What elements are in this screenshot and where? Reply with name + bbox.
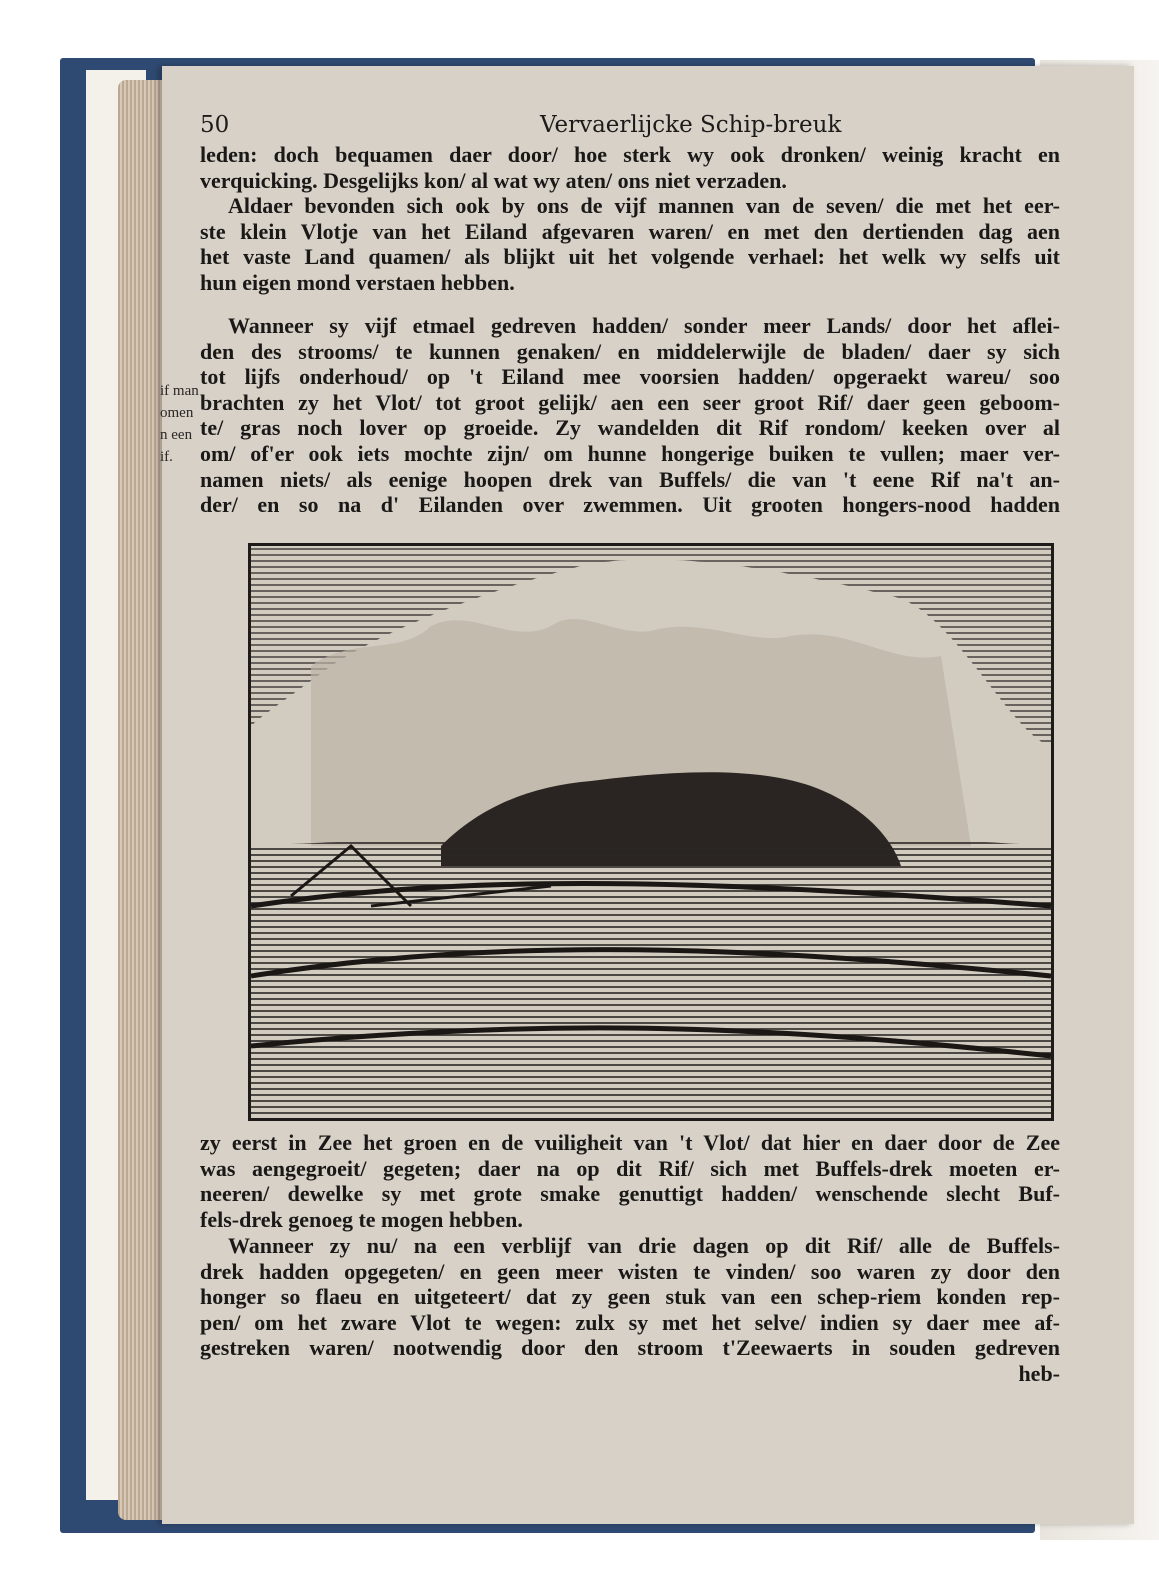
text-line: gestreken waren/ nootwendig door den stroom t'Zeewaerts in souden gedreven [200,1335,1060,1361]
text-line: der/ en so na d' Eilanden over zwemmen. Uit grooten hongers-nood hadden [200,492,1060,518]
woodcut-illustration [248,543,1054,1121]
text-line: honger so flaeu en uitgeteert/ dat zy geen stuk van een schep-riem konden rep- [200,1284,1060,1310]
text-line: den des strooms/ te kunnen genaken/ en middelerwijle de bladen/ daer sy sich [200,338,1060,364]
page-number: 50 [200,112,230,138]
text-line: fels-drek genoeg te mogen hebben. [200,1206,523,1232]
text-line: om/ of'er ook iets mochte zijn/ om hunne hongerige buiken te vullen; maer ver- [200,440,1060,466]
text-line: drek hadden opgegeten/ en geen meer wisten te vinden/ soo waren zy door den [200,1258,1060,1284]
margin-line: omen [160,405,194,421]
text-line: tot lijfs onderhoud/ op 't Eiland mee voorsien hadden/ opgeraekt wareu/ soo [200,364,1060,390]
text-line: neeren/ dewelke sy met grote smake genuttigt hadden/ wenschende slecht Buf- [200,1181,1060,1207]
text-line: Wanneer sy vijf etmael gedreven hadden/ sonder meer Lands/ door het aflei- [228,313,1060,338]
text-line: te/ gras noch lover op groeide. Zy wandelden dit Rif rondom/ keeken over al [200,415,1060,441]
paragraph-mid [200,313,1060,518]
text-line: pen/ om het zware Vlot te wegen: zulx sy met het selve/ indien sy daer mee af- [200,1309,1060,1335]
running-title: Vervaerlijcke Schip-breuk [540,112,842,138]
text-line: leden: doch bequamen daer door/ hoe sterk wy ook dronken/ weinig kracht en [200,142,1060,167]
margin-line: n een [160,427,193,443]
paragraph-top [200,142,1060,296]
text-line: hun eigen mond verstaen hebben. [200,269,515,295]
margin-line: if man [160,383,199,399]
text-line: namen niets/ als eenige hoopen drek van Buffels/ die van 't eene Rif na't an- [200,466,1060,492]
text-line: ste klein Vlotje van het Eiland afgevaren waren/ en met den dertienden dag aen [200,218,1060,244]
text-line: was aengegroeit/ gegeten; daer na op dit Rif/ sich met Buffels-drek moeten er- [200,1155,1060,1181]
page-edges [118,80,168,1520]
text-line: brachten zy het Vlot/ tot groot gelijk/ aen een seer groot Rif/ daer geen geboom- [200,389,1060,415]
text-line: het vaste Land quamen/ als blijkt uit het volgende verhael: het welk wy selfs uit [200,244,1060,270]
text-line: Wanneer zy nu/ na een verblijf van drie dagen op dit Rif/ alle de Buffels- [228,1233,1060,1258]
paragraph-bottom [200,1130,1060,1232]
woodcut-shipwrecked-raft-at-reef [251,546,1051,1118]
margin-note [160,380,199,468]
text-line: verquicking. Desgelijks kon/ al wat wy aten/ ons niet verzaden. [200,167,787,193]
text-line: Aldaer bevonden sich ook by ons de vijf mannen van de seven/ die met het eer- [228,193,1060,219]
catchword: heb- [1018,1360,1060,1386]
margin-line: if. [160,449,173,465]
paragraph-last [200,1233,1060,1387]
text-line: zy eerst in Zee het groen en de vuiligheit van 't Vlot/ dat hier en daer door de Zee [200,1130,1060,1155]
